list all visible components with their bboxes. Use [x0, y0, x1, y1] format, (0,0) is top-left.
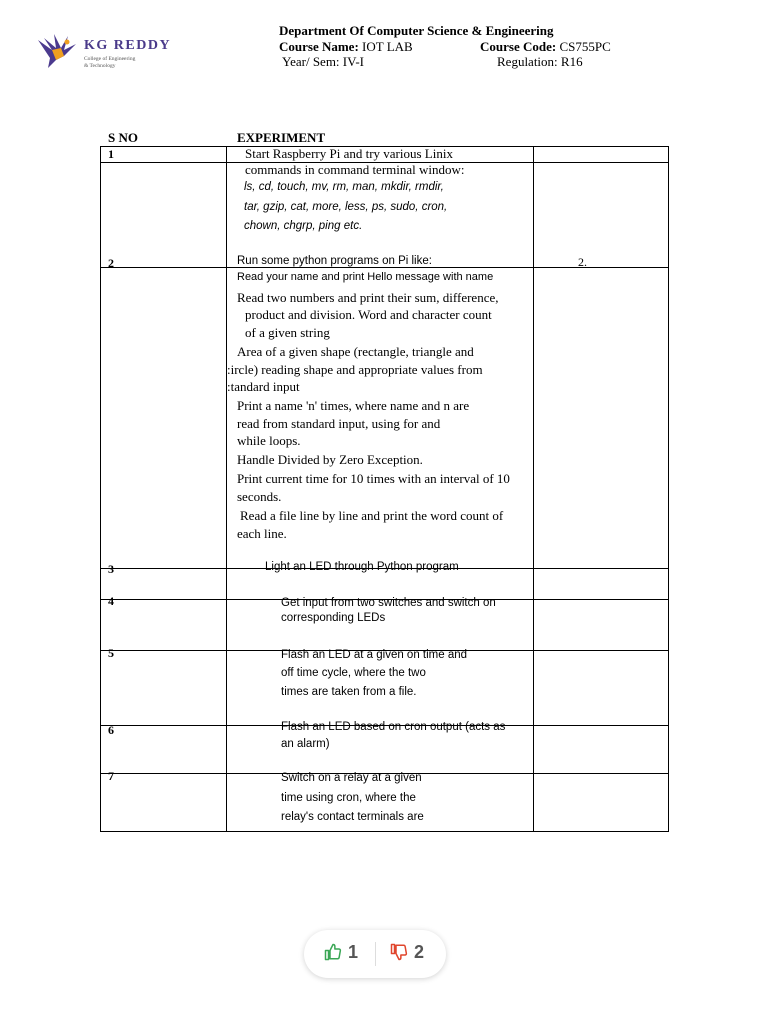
table-rule — [226, 146, 227, 832]
experiment-line: Light an LED through Python program — [265, 561, 459, 573]
year-sem: Year/ Sem: IV-I — [282, 54, 364, 69]
experiment-line: corresponding LEDs — [281, 612, 386, 624]
eagle-logo-icon — [34, 30, 80, 72]
experiment-line: Handle Divided by Zero Exception. — [237, 452, 423, 467]
experiment-line: commands in command terminal window: — [245, 162, 465, 177]
logo-name: KG REDDY — [84, 38, 172, 53]
experiment-line: Flash an LED at a given on time and — [281, 649, 468, 661]
experiment-line: Start Raspberry Pi and try various Linix — [245, 146, 453, 161]
downvote-count: 2 — [414, 942, 425, 962]
table-rule — [100, 831, 668, 832]
row-number: 4 — [108, 594, 114, 608]
experiment-line: seconds. — [237, 489, 282, 504]
thumbs-up-icon — [324, 943, 342, 961]
experiment-line: each line. — [237, 526, 287, 541]
row-number: 2 — [108, 256, 114, 270]
column-header-experiment: EXPERIMENT — [237, 130, 326, 145]
row-number: 5 — [108, 646, 114, 660]
regulation: Regulation: R16 — [497, 54, 583, 69]
experiment-line: ls, cd, touch, mv, rm, man, mkdir, rmdir, — [244, 181, 444, 193]
experiment-line: Run some python programs on Pi like: — [237, 255, 432, 267]
downvote-button[interactable] — [390, 942, 424, 963]
vote-widget — [304, 930, 446, 978]
upvote-button[interactable] — [324, 942, 358, 963]
experiment-line: time using cron, where the — [281, 792, 416, 804]
experiment-line: Print current time for 10 times with an interval of 10 — [237, 471, 510, 486]
row-mark: 2. — [578, 255, 587, 269]
experiment-line: an alarm) — [281, 738, 330, 750]
thumbs-down-icon — [390, 943, 408, 961]
column-header-sno: S NO — [108, 130, 138, 145]
experiment-line: Read your name and print Hello message with name — [237, 271, 494, 283]
experiment-line: chown, chgrp, ping etc. — [244, 220, 363, 232]
course-code-line — [480, 39, 611, 55]
row-number: 6 — [108, 723, 114, 737]
vote-divider — [375, 942, 376, 966]
experiment-line: Switch on a relay at a given — [281, 772, 422, 784]
experiment-line: Print a name 'n' times, where name and n are — [237, 398, 470, 413]
experiment-line: Area of a given shape (rectangle, triangle and — [237, 344, 474, 359]
experiment-line: Read two numbers and print their sum, difference, — [237, 290, 499, 305]
upvote-count: 1 — [348, 942, 359, 962]
experiment-line: :ircle) reading shape and appropriate values from — [227, 362, 483, 377]
table-rule — [668, 146, 669, 832]
logo-subtitle-1: College of Engineering — [84, 56, 136, 62]
college-logo — [34, 30, 184, 72]
row-number: 1 — [108, 147, 114, 161]
experiment-line: of a given string — [245, 325, 330, 340]
experiment-line: product and division. Word and character count — [245, 307, 492, 322]
experiment-line: Read a file line by line and print the word count of — [240, 508, 504, 523]
course-code-label: Course Code: — [480, 39, 557, 54]
experiment-line: Get input from two switches and switch on — [281, 597, 496, 609]
experiment-line: times are taken from a file. — [281, 686, 417, 698]
logo-subtitle-2: & Technology — [84, 63, 116, 69]
course-code-value: CS755PC — [559, 39, 611, 54]
experiment-line: off time cycle, where the two — [281, 667, 426, 679]
row-number: 3 — [108, 562, 114, 576]
course-name-value: IOT LAB — [362, 39, 413, 54]
experiment-line: read from standard input, using for and — [237, 416, 441, 431]
course-name-line — [279, 39, 413, 55]
department-title: Department Of Computer Science & Engineering — [279, 23, 554, 38]
row-number: 7 — [108, 769, 114, 783]
experiment-line: Flash an LED based on cron output (acts as — [281, 721, 506, 733]
experiment-line: tar, gzip, cat, more, less, ps, sudo, cron, — [244, 201, 448, 213]
table-rule — [100, 146, 101, 832]
table-rule — [533, 146, 534, 832]
experiment-line: while loops. — [237, 433, 301, 448]
experiment-line: :tandard input — [227, 379, 300, 394]
course-name-label: Course Name: — [279, 39, 359, 54]
experiment-line: relay's contact terminals are — [281, 811, 424, 823]
